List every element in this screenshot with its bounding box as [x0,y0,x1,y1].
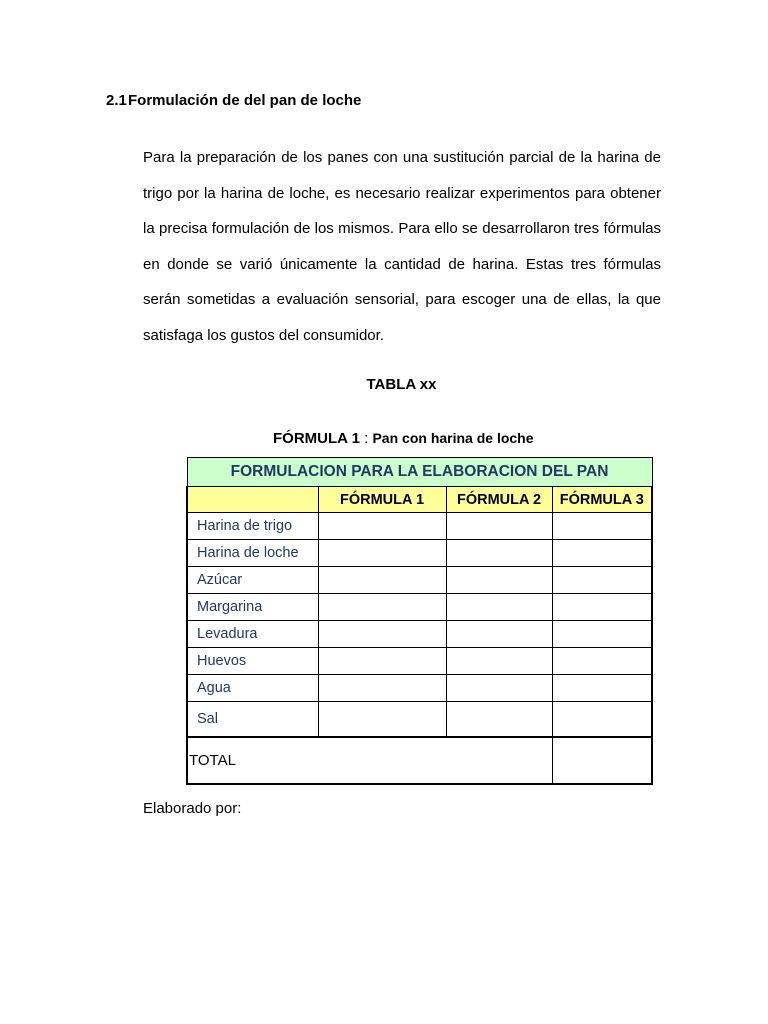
cell-f2 [446,594,552,621]
cell-f2 [446,702,552,737]
ingredient-harina-loche: Harina de loche [187,540,318,567]
formulation-table-body [187,458,652,784]
table-label: TABLA xx [366,376,437,393]
table-header-row [187,487,652,513]
cell-f1 [318,567,446,594]
header-formula-2: FÓRMULA 2 [446,487,552,513]
cell-f3 [552,621,652,648]
total-value [552,737,652,784]
formula-caption [273,430,534,447]
section-heading [106,92,361,109]
cell-f3 [552,594,652,621]
cell-f2 [446,675,552,702]
cell-f2 [446,621,552,648]
cell-f2 [446,648,552,675]
section-title: Formulación de del pan de loche [128,92,362,109]
cell-f3 [552,675,652,702]
prepared-by: Elaborado por: [143,800,242,817]
table-row [187,513,652,540]
formula-caption-rest: Pan con harina de loche [372,430,534,446]
ingredient-levadura: Levadura [187,621,318,648]
ingredient-huevos: Huevos [187,648,318,675]
intro-paragraph: Para la preparación de los panes con una sustitución parcial de la harina de trigo por la harina de loche, es necesario realizar experimentos para obtener la precisa formulación de los mismos. Para ello se desarrollaron tres fórmulas en donde se varió únicamente la cantidad de harina. Estas tres fórmulas serán sometidas a evaluación sensorial, para escoger una de ellas, la que satisfaga los gustos del consumidor. [143,149,661,344]
table-row [187,675,652,702]
table-row [187,648,652,675]
table-row [187,702,652,737]
section-number: 2.1 [106,92,127,109]
cell-f3 [552,567,652,594]
table-title: FORMULACION PARA LA ELABORACION DEL PAN [187,458,652,487]
cell-f2 [446,540,552,567]
ingredient-sal: Sal [187,702,318,737]
formulation-table [186,457,653,785]
cell-f3 [552,540,652,567]
table-title-row [187,458,652,487]
cell-f3 [552,648,652,675]
table-row [187,621,652,648]
cell-f1 [318,540,446,567]
table-row [187,594,652,621]
cell-f1 [318,594,446,621]
header-formula-1: FÓRMULA 1 [318,487,446,513]
cell-f3 [552,702,652,737]
ingredient-azucar: Azúcar [187,567,318,594]
cell-f1 [318,513,446,540]
total-label: TOTAL [187,737,552,784]
cell-f2 [446,513,552,540]
header-formula-3: FÓRMULA 3 [552,487,652,513]
header-cell-empty [187,487,318,513]
cell-f1 [318,621,446,648]
ingredient-agua: Agua [187,675,318,702]
total-row [187,737,652,784]
cell-f1 [318,702,446,737]
ingredient-harina-trigo: Harina de trigo [187,513,318,540]
cell-f1 [318,648,446,675]
cell-f1 [318,675,446,702]
table-row [187,540,652,567]
table-row [187,567,652,594]
cell-f2 [446,567,552,594]
formula-caption-bold: FÓRMULA 1 [273,430,360,447]
cell-f3 [552,513,652,540]
ingredient-margarina: Margarina [187,594,318,621]
formula-caption-separator: : [359,430,373,447]
